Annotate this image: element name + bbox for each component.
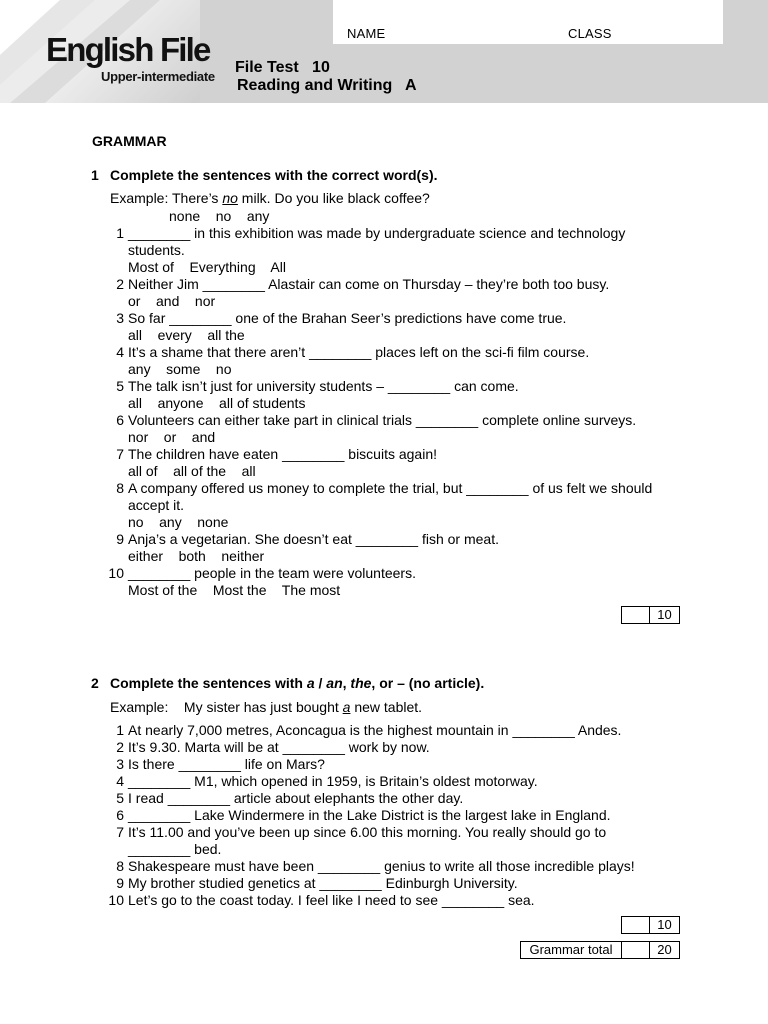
exercise-2-instruction [110,675,484,691]
item-options: Most of Everything All [128,259,286,275]
item-sentence: accept it. [128,497,185,513]
instruction-text: Complete the sentences with [110,675,307,691]
instruction-text: / [314,675,327,691]
exercise-1-number: 1 [91,167,99,183]
item-options: all of all of the all [128,463,256,479]
item-options: any some no [128,361,232,377]
item-sentence: The talk isn’t just for university students – ________ can come. [128,378,519,394]
class-label: CLASS [568,26,612,41]
test-title: File Test 10 [235,59,330,76]
example-text: Example: There’s [110,190,223,206]
item-number: 3 [116,310,124,326]
item-number: 9 [116,875,124,891]
score-input[interactable] [622,917,650,933]
item-sentence: I read ________ article about elephants the other day. [128,790,464,806]
item-options: no any none [128,514,229,530]
logo-title: English File [46,31,210,68]
test-subtitle: Reading and Writing A [237,77,417,94]
item-sentence: So far ________ one of the Brahan Seer’s predictions have come true. [128,310,567,326]
item-number: 1 [116,225,124,241]
item-options: either both neither [128,548,265,564]
item-number: 8 [116,858,124,874]
item-sentence: ________ in this exhibition was made by undergraduate science and technology [128,225,626,241]
item-number: 10 [108,565,124,581]
score-max: 10 [657,607,672,622]
item-number: 5 [116,378,124,394]
item-sentence: Neither Jim ________ Alastair can come on Thursday – they’re both too busy. [128,276,610,292]
item-sentence: ________ Lake Windermere in the Lake District is the largest lake in England. [128,807,611,823]
item-number: 4 [116,344,124,360]
item-number: 10 [108,892,124,908]
item-number: 9 [116,531,124,547]
item-sentence: My brother studied genetics at ________ Edinburgh University. [128,875,518,891]
item-number: 7 [116,824,124,840]
example-text: Example: My sister has just bought [110,699,343,715]
example-text: milk. Do you like black coffee? [237,190,430,206]
item-options: all every all the [128,327,245,343]
exercise-2-example [110,699,422,715]
exercise-1-score-box [621,606,680,624]
item-sentence: A company offered us money to complete the trial, but ________ of us felt we should [128,480,653,496]
item-sentence: ________ bed. [128,841,222,857]
logo-subtitle: Upper-intermediate [101,69,215,84]
exercise-2-score-box [621,916,680,934]
item-number: 2 [116,739,124,755]
item-sentence: ________ M1, which opened in 1959, is Britain’s oldest motorway. [128,773,538,789]
grammar-total-label: Grammar total [521,942,622,958]
instruction-text: , or – (no article). [371,675,485,691]
item-sentence: ________ people in the team were volunteers. [128,565,416,581]
item-sentence: The children have eaten ________ biscuits again! [128,446,437,462]
item-sentence: It’s a shame that there aren’t ________ places left on the sci-fi film course. [128,344,590,360]
exercise-1-instruction: Complete the sentences with the correct word(s). [110,167,438,183]
instruction-article: the [350,675,372,691]
item-options: all anyone all of students [128,395,306,411]
score-max: 10 [657,917,672,932]
item-sentence: Is there ________ life on Mars? [128,756,325,772]
name-label: NAME [347,26,386,41]
item-number: 2 [116,276,124,292]
item-sentence: It’s 11.00 and you’ve been up since 6.00 this morning. You really should go to [128,824,607,840]
example-answer: no [222,190,238,206]
item-options: Most of the Most the The most [128,582,341,598]
score-input[interactable] [622,942,650,958]
instruction-text: , [342,675,351,691]
name-class-box [333,0,723,44]
instruction-article: a [306,675,315,691]
instruction-article: an [326,675,343,691]
item-number: 7 [116,446,124,462]
item-number: 5 [116,790,124,806]
item-options: nor or and [128,429,216,445]
item-sentence: Volunteers can either take part in clinical trials ________ complete online surveys. [128,412,637,428]
item-number: 3 [116,756,124,772]
example-answer: a [342,699,351,715]
item-sentence: students. [128,242,185,258]
item-number: 6 [116,807,124,823]
section-title: GRAMMAR [92,133,167,149]
score-input[interactable] [622,607,650,623]
item-number: 1 [116,722,124,738]
item-number: 6 [116,412,124,428]
item-number: 4 [116,773,124,789]
item-sentence: At nearly 7,000 metres, Aconcagua is the highest mountain in ________ Andes. [128,722,622,738]
item-sentence: It’s 9.30. Marta will be at ________ work by now. [128,739,430,755]
exercise-2-number: 2 [91,675,99,691]
item-sentence: Anja’s a vegetarian. She doesn’t eat ________ fish or meat. [128,531,499,547]
grammar-total-box [520,941,680,959]
grammar-total-value: 20 [657,942,672,957]
exercise-1-example [110,190,430,206]
item-options: or and nor [128,293,216,309]
example-text: new tablet. [350,699,423,715]
item-sentence: Shakespeare must have been ________ genius to write all those incredible plays! [128,858,635,874]
example-options: none no any [169,208,270,224]
item-number: 8 [116,480,124,496]
item-sentence: Let’s go to the coast today. I feel like I need to see ________ sea. [128,892,535,908]
